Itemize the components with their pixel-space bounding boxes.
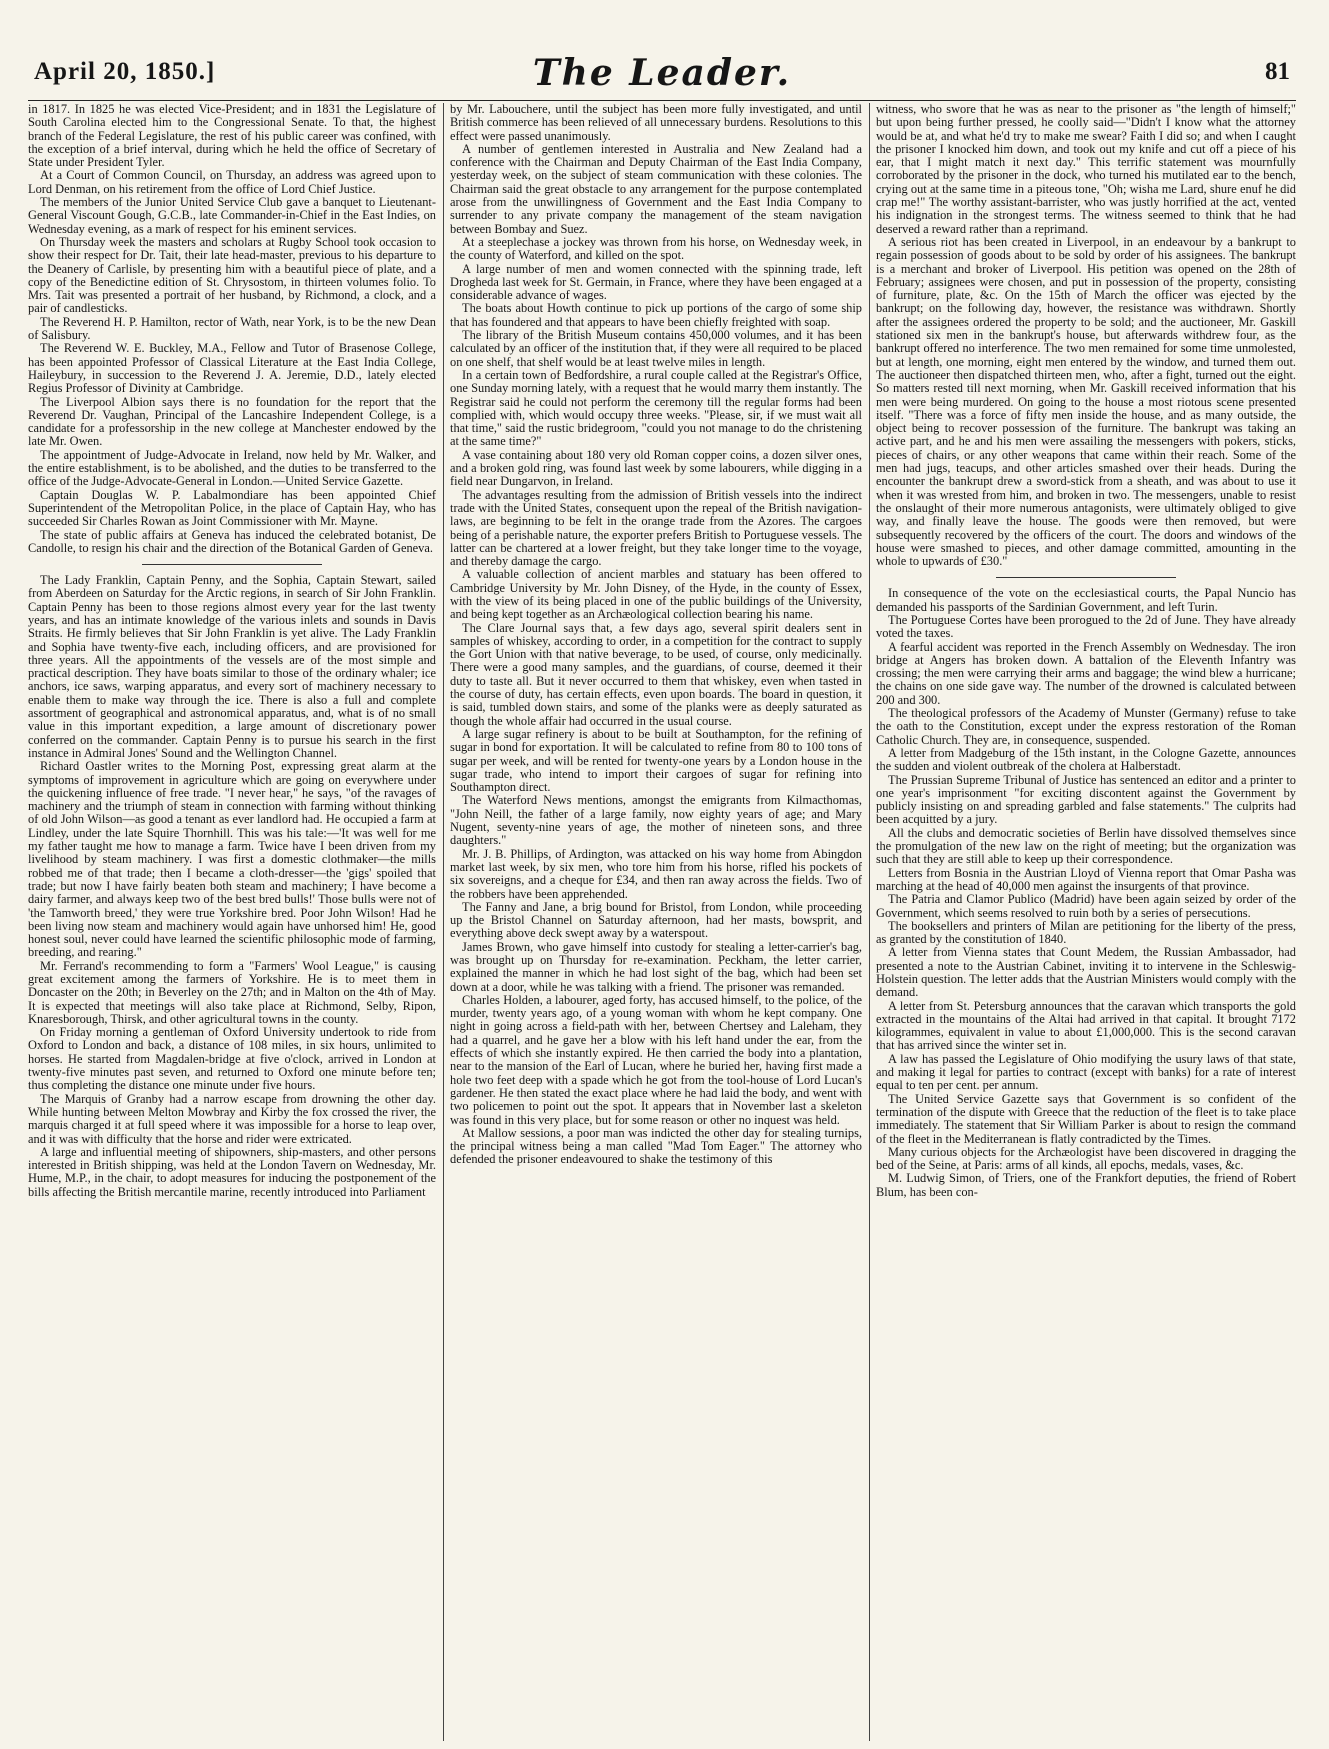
article-paragraph: by Mr. Labouchere, until the subject has been more fully investigated, and until British commerce has been relieved of all unnecessary burdens. Resolutions to this effect were passed unanimously. bbox=[450, 103, 862, 143]
section-separator bbox=[142, 564, 322, 565]
issue-date: April 20, 1850.] bbox=[34, 58, 216, 85]
article-paragraph: At a Court of Common Council, on Thursday, an address was agreed upon to Lord Denman, on his retirement from the office of Lord Chief Justice. bbox=[28, 168, 436, 196]
article-paragraph: A vase containing about 180 very old Roman copper coins, a dozen silver ones, and a broken gold ring, was found last week by some labourers, while digging in a field near Dungarvon, in Ireland. bbox=[450, 447, 862, 489]
article-paragraph: A valuable collection of ancient marbles and statuary has been offered to Cambridge University by Mr. John Disney, of the Hyde, in the county of Essex, with the view of its being placed in one of the public buildings of the University, and being kept together as an Archæological collection bearing his name. bbox=[450, 567, 862, 622]
article-paragraph: The boats about Howth continue to pick up portions of the cargo of some ship that has foundered and that appears to have been chiefly freighted with soap. bbox=[450, 301, 862, 329]
article-paragraph: On Thursday week the masters and scholars at Rugby School took occasion to show their respect for Dr. Tait, their late head-master, previous to his departure to the Deanery of Carlisle, by presenting him with a beautiful piece of plate, and a copy of the Benedictine edition of St. Chrysostom, in thirteen volumes folio. To Mrs. Tait was presented a portrait of her husband, by Richmond, a clock, and a pair of candlesticks. bbox=[28, 234, 436, 316]
article-paragraph: Charles Holden, a labourer, aged forty, has accused himself, to the police, of the murder, twenty years ago, of a young woman with whom he kept company. One night in going across a field-path with her, between Chertsey and Laleham, they had a quarrel, and he gave her a blow with his left hand under the ear, from the effects of which she instantly expired. He then carried the body into a plantation, near to the mansion of the Earl of Lucan, where he buried her, having first made a hole two feet deep with a spade which he got from the tool-house of Lord Lucan's gardener. He then stated the exact place where he had laid the body, and went with two policemen to point out the spot. It appears that in November last a skeleton was found in this very place, but for some reason or other no inquest was held. bbox=[450, 992, 862, 1127]
article-paragraph: The Lady Franklin, Captain Penny, and the Sophia, Captain Stewart, sailed from Aberdeen on Saturday for the Arctic regions, in search of Sir John Franklin. Captain Penny has been to those regions almost every year for the last twenty years, and has an intimate knowledge of the various inlets and sounds in Davis Straits. He firmly believes that Sir John Franklin is yet alive. The Lady Franklin and Sophia have twenty-five each, including officers, and are provisioned for three years. All the appointments of the vessels are of the most simple and practical description. They have boats similar to those of the ordinary whaler; ice anchors, ice saws, warping apparatus, and every sort of machinery necessary to enable them to make way through the ice. There is also a full and complete assortment of geographical and astronomical apparatus, and, what is of no small value in this important expedition, a large amount of discretionary power conferred on the commander. Captain Penny is to pursue his search in the first instance in Admiral Jones' Sound and the Wellington Channel. bbox=[28, 573, 436, 760]
column-divider bbox=[443, 103, 444, 1741]
article-paragraph: A fearful accident was reported in the French Assembly on Wednesday. The iron bridge at Angers has broken down. A battalion of the Eleventh Infantry was crossing; the men were carrying their arms and baggage; the wind blew a hurricane; the chains on one side gave way. The number of the drowned is calculated between 200 and 300. bbox=[876, 639, 1296, 707]
column-1 bbox=[28, 103, 436, 1741]
article-paragraph: Letters from Bosnia in the Austrian Lloyd of Vienna report that Omar Pasha was marching at the head of 40,000 men against the insurgents of that province. bbox=[876, 865, 1296, 893]
article-paragraph: James Brown, who gave himself into custody for stealing a letter-carrier's bag, was brought up on Thursday for re-examination. Peckham, the letter carrier, explained the manner in which he had lost sight of the bag, which had been set down at a door, while he was talking with a friend. The prisoner was remanded. bbox=[450, 939, 862, 994]
masthead bbox=[28, 52, 1296, 94]
article-paragraph: On Friday morning a gentleman of Oxford University undertook to ride from Oxford to London and back, a distance of 108 miles, in six hours, unlimited to horses. He started from Magdalen-bridge at five o'clock, arrived in London at twenty-five minutes past seven, and returned to Oxford one minute before ten; thus completing the distance one minute under five hours. bbox=[28, 1025, 436, 1093]
article-paragraph: The Clare Journal says that, a few days ago, several spirit dealers sent in samples of whiskey, according to order, in a competition for the contract to supply the Gort Union with that native beverage, to be used, of course, only medicinally. There were a good many samples, and the guardians, of course, deemed it their duty to taste all. But it never occurred to them that whiskey, even when tasted in the course of duty, has certain effects, even upon boards. The board in question, it is said, tumbled down stairs, and some of the planks were as deeply saturated as though the whole affair had occurred in the usual course. bbox=[450, 620, 862, 728]
article-paragraph: The Reverend W. E. Buckley, M.A., Fellow and Tutor of Brasenose College, has been appointed Professor of Classical Literature at the East India College, Haileybury, in succession to the Reverend J. A. Jeremie, D.D., lately elected Regius Professor of Divinity at Cambridge. bbox=[28, 341, 436, 396]
article-paragraph: The Marquis of Granby had a narrow escape from drowning the other day. While hunting between Melton Mowbray and Kirby the fox crossed the river, the marquis charged it at full speed where it was impossible for a horse to leap over, and it was with difficulty that the horse and rider were extricated. bbox=[28, 1091, 436, 1146]
article-paragraph: The theological professors of the Academy of Munster (Germany) refuse to take the oath to the Constitution, except under the express restoration of the Roman Catholic Church. They are, in consequence, suspended. bbox=[876, 706, 1296, 747]
column-3 bbox=[876, 103, 1296, 1741]
article-paragraph: The state of public affairs at Geneva has induced the celebrated botanist, De Candolle, to resign his chair and the direction of the Botanical Garden of Geneva. bbox=[28, 527, 436, 555]
article-paragraph: At a steeplechase a jockey was thrown from his horse, on Wednesday week, in the county of Waterford, and killed on the spot. bbox=[450, 234, 862, 263]
article-paragraph: The Fanny and Jane, a brig bound for Bristol, from London, while proceeding up the Bristol Channel on Saturday afternoon, had her masts, bowsprit, and everything above deck swept away by a waterspout. bbox=[450, 899, 862, 941]
article-paragraph: The Portuguese Cortes have been prorogued to the 2d of June. They have already voted the taxes. bbox=[876, 612, 1296, 641]
article-paragraph: The appointment of Judge-Advocate in Ireland, now held by Mr. Walker, and the entire establishment, is to be abolished, and the duties to be transferred to the office of the Judge-Advocate-General in London.—United Service Gazette. bbox=[28, 447, 436, 489]
article-paragraph: A large sugar refinery is about to be built at Southampton, for the refining of sugar in bond for exportation. It will be calculated to refine from 80 to 100 tons of sugar per week, and will be rented for twenty-one years by a London house in the sugar trade, who intend to import their cargoes of sugar for refining into Southampton direct. bbox=[450, 726, 862, 795]
article-paragraph: The United Service Gazette says that Government is so confident of the termination of the dispute with Greece that the reduction of the fleet is to take place immediately. The statement that Sir William Parker is about to resign the command of the fleet in the Mediterranean is flatly contradicted by the Times. bbox=[876, 1091, 1296, 1146]
article-paragraph: The Reverend H. P. Hamilton, rector of Wath, near York, is to be the new Dean of Salisbury. bbox=[28, 314, 436, 343]
column-2 bbox=[450, 103, 862, 1741]
newspaper-title: The Leader. bbox=[532, 52, 792, 94]
article-paragraph: Richard Oastler writes to the Morning Post, expressing great alarm at the symptoms of improvement in agriculture which are going on everywhere under the quickening influence of free trade. "I never hear," he says, "of the ravages of machinery and the triumph of steam in connection with farming without thinking of old John Wilson—as good a tenant as ever landlord had. He occupied a farm at Lindley, under the late Squire Thornhill. This was his tale:—'It was well for me my father taught me how to manage a farm. Twice have I been driven from my livelihood by steam machinery. I was first a domestic clothmaker—the mills robbed me of that trade; then I became a cloth-dresser—the 'gigs' spoiled that trade; but now I have fairly beaten both steam and machinery; I have become a dairy farmer, and always keep two of the best bred bulls!' Those bulls were not of 'the Tamworth breed,' they were true Yorkshire bred. Poor John Wilson! Had he been living now steam and machinery would again have unhorsed him! He, good honest soul, never could have learned the scientific philosophic mode of farming, breeding, and rearing." bbox=[28, 759, 436, 960]
article-paragraph: A serious riot has been created in Liverpool, in an endeavour by a bankrupt to regain possession of goods about to be sold by order of his assignees. The bankrupt is a merchant and broker of Liverpool. His petition was opened on the 28th of February; assignees were chosen, and put in possession of the property, consisting of furniture, plate, &c. On the 15th of March the officer was ejected by the bankrupt; on the following day, however, the resistance was withdrawn. Shortly after the assignees ordered the property to be sold; and the auctioneer, Mr. Gaskill stationed six men in the bankrupt's house, but afterwards withdrew four, as the bankrupt offered no interference. The two men remained for some time unmolested, but at length, one morning, eight men entered by the window, and turned them out. The auctioneer then dispatched thirteen men, who, after a fight, turned out the eight. So matters rested till next morning, when Mr. Gaskill received information that his men were being murdered. On going to the house a most riotous scene presented itself. "There was a force of fifty men inside the house, and as many outside, the object being to recover possession of the furniture. The bankrupt was taking an active part, and he and his men were assailing the messengers with pokers, sticks, pieces of chairs, or any other weapons that came within their reach. Some of the men had jugs, teacups, and other articles smashed over their heads. During the encounter the bankrupt drew a sword-stick from a sheath, and was about to use it when it was wrested from him, and broken in two. The messengers, unable to resist the onslaught of their more numerous antagonists, were ultimately obliged to give way, and finally leave the house. The goods were then removed, but were subsequently recovered by the officers of the court. The doors and windows of the house were smashed to pieces, and other damage committed, amounting in the whole to upwards of £30." bbox=[876, 234, 1296, 569]
article-paragraph: The advantages resulting from the admission of British vessels into the indirect trade with the United States, consequent upon the repeal of the British navigation-laws, are beginning to be felt in the orange trade from the Azores. The cargoes being of a perishable nature, the exporter prefers British to Portuguese vessels. The latter can be chartered at a lower freight, but they take longer time to the voyage, and thereby damage the cargo. bbox=[450, 487, 862, 569]
article-paragraph: The library of the British Museum contains 450,000 volumes, and it has been calculated by an officer of the institution that, if they were all required to be placed on one shelf, that shelf would be at least twelve miles in length. bbox=[450, 328, 862, 369]
page-number: 81 bbox=[1265, 58, 1290, 85]
article-paragraph: A number of gentlemen interested in Australia and New Zealand had a conference with the Chairman and Deputy Chairman of the East India Company, yesterday week, on the subject of steam communication with these colonies. The Chairman said the great obstacle to any arrangement for the purpose contemplated arose from the unwillingness of Government and the East India Company to surrender to any private company the management of the steam navigation between Bombay and Suez. bbox=[450, 141, 862, 236]
header-rule bbox=[28, 100, 1296, 101]
article-paragraph: The booksellers and printers of Milan are petitioning for the liberty of the press, as granted by the constitution of 1840. bbox=[876, 918, 1296, 947]
article-paragraph: The Waterford News mentions, amongst the emigrants from Kilmacthomas, "John Neill, the father of a large family, now eighty years of age; and Mary Nugent, seventy-nine years of age, the mother of nineteen sons, and three daughters." bbox=[450, 793, 862, 848]
article-paragraph: A large number of men and women connected with the spinning trade, left Drogheda last week for St. Germain, in France, where they have been engaged at a considerable advance of wages. bbox=[450, 261, 862, 303]
article-paragraph: Many curious objects for the Archæologist have been discovered in dragging the bed of the Seine, at Paris: arms of all kinds, all epochs, medals, vases, &c. bbox=[876, 1144, 1296, 1173]
article-paragraph: A letter from St. Petersburg announces that the caravan which transports the gold extracted in the mountains of the Altai had arrived in that capital. It brought 7172 kilogrammes, equivalent in value to about £1,000,000. This is the second caravan that has arrived since the winter set in. bbox=[876, 998, 1296, 1053]
article-paragraph: M. Ludwig Simon, of Triers, one of the Frankfort deputies, the friend of Robert Blum, has been con- bbox=[876, 1171, 1296, 1199]
article-paragraph: The members of the Junior United Service Club gave a banquet to Lieutenant-General Viscount Gough, G.C.B., late Commander-in-Chief in the East Indies, on Wednesday evening, as a mark of respect for his eminent services. bbox=[28, 195, 436, 236]
article-paragraph: In consequence of the vote on the ecclesiastical courts, the Papal Nuncio has demanded his passports of the Sardinian Government, and left Turin. bbox=[876, 586, 1296, 614]
article-paragraph: in 1817. In 1825 he was elected Vice-President; and in 1831 the Legislature of South Carolina elected him to the Congressional Senate. To that, the highest branch of the Federal Legislature, the rest of his public career was confined, with the exception of a brief interval, during which he held the office of Secretary of State under President Tyler. bbox=[28, 103, 436, 170]
article-paragraph: A letter from Madgeburg of the 15th instant, in the Cologne Gazette, announces the sudden and violent outbreak of the cholera at Halberstadt. bbox=[876, 745, 1296, 774]
article-paragraph: In a certain town of Bedfordshire, a rural couple called at the Registrar's Office, one Sunday morning lately, with a request that he would marry them instantly. The Registrar said he could not perform the ceremony till the regular forms had been complied with, which would occupy three weeks. "Please, sir, if we must wait all that time," said the rustic bridegroom, "could you not manage to do the christening at the same time?" bbox=[450, 367, 862, 449]
article-paragraph: The Prussian Supreme Tribunal of Justice has sentenced an editor and a printer to one year's imprisonment "for exciting discontent against the Government by publicly insisting on and spreading garbled and false statements." The culprits had been acquitted by a jury. bbox=[876, 772, 1296, 827]
article-paragraph: All the clubs and democratic societies of Berlin have dissolved themselves since the promulgation of the new law on the right of meeting; but the organization was such that they are still able to keep up their correspondence. bbox=[876, 825, 1296, 867]
section-separator bbox=[996, 577, 1176, 578]
article-paragraph: The Liverpool Albion says there is no foundation for the report that the Reverend Dr. Vaughan, Principal of the Lancashire Independent College, is a candidate for a professorship in the new college at Manchester endowed by the late Mr. Owen. bbox=[28, 394, 436, 449]
article-paragraph: A letter from Vienna states that Count Medem, the Russian Ambassador, had presented a note to the Austrian Cabinet, inviting it to intervene in the Schleswig-Holstein question. The letter adds that the Austrian Ministers would comply with the demand. bbox=[876, 945, 1296, 1000]
article-paragraph: witness, who swore that he was as near to the prisoner as "the length of himself;" but upon being further pressed, he coolly said—"Didn't I know what the attorney would be at, and what he'd try to make me swear? Faith I did so; and when I caught the prisoner I knocked him down, and took out my knife and cut off a piece of his ear, that I might match it next day." This terrific statement was mournfully corroborated by the prisoner in the dock, who turned his mutilated ear to the bench, crying out at the same time in a piteous tone, "Oh; wisha me Lard, shure enuf he did crap me!" The worthy assistant-barrister, who was justly horrified at the act, vented his indignation in the strongest terms. The witness seemed to think that he had deserved a reward rather than a reprimand. bbox=[876, 103, 1296, 236]
article-paragraph: A large and influential meeting of shipowners, ship-masters, and other persons interested in British shipping, was held at the London Tavern on Wednesday, Mr. Hume, M.P., in the chair, to adopt measures for inducing the postponement of the bills affecting the British mercantile marine, recently introduced into Parliament bbox=[28, 1144, 436, 1199]
article-paragraph: At Mallow sessions, a poor man was indicted the other day for stealing turnips, the principal witness being a man called "Mad Tom Eager." The attorney who defended the prisoner endeavoured to shake the testimony of this bbox=[450, 1125, 862, 1167]
column-divider bbox=[869, 103, 870, 1741]
article-paragraph: The Patria and Clamor Publico (Madrid) have been again seized by order of the Government, which seems resolved to ruin both by a series of persecutions. bbox=[876, 892, 1296, 920]
article-paragraph: Captain Douglas W. P. Labalmondiare has been appointed Chief Superintendent of the Metropolitan Police, in the place of Captain Hay, who has succeeded Sir Charles Rowan as Joint Commissioner with Mr. Mayne. bbox=[28, 487, 436, 529]
article-paragraph: Mr. Ferrand's recommending to form a "Farmers' Wool League," is causing great excitement among the farmers of Yorkshire. He is to meet them in Doncaster on the 20th; in Beverley on the 27th; and in Malton on the 4th of May. It is expected that meetings will also take place at Richmond, Selby, Ripon, Knaresborough, Thirsk, and other agricultural towns in the county. bbox=[28, 958, 436, 1026]
article-paragraph: Mr. J. B. Phillips, of Ardington, was attacked on his way home from Abingdon market last week, by six men, who tore him from his horse, rifled his pockets of six sovereigns, and a cheque for £34, and then ran away across the fields. Two of the robbers have been apprehended. bbox=[450, 846, 862, 901]
article-paragraph: A law has passed the Legislature of Ohio modifying the usury laws of that state, and making it legal for parties to contract (except with banks) for a rate of interest equal to ten per cent. per annum. bbox=[876, 1051, 1296, 1093]
